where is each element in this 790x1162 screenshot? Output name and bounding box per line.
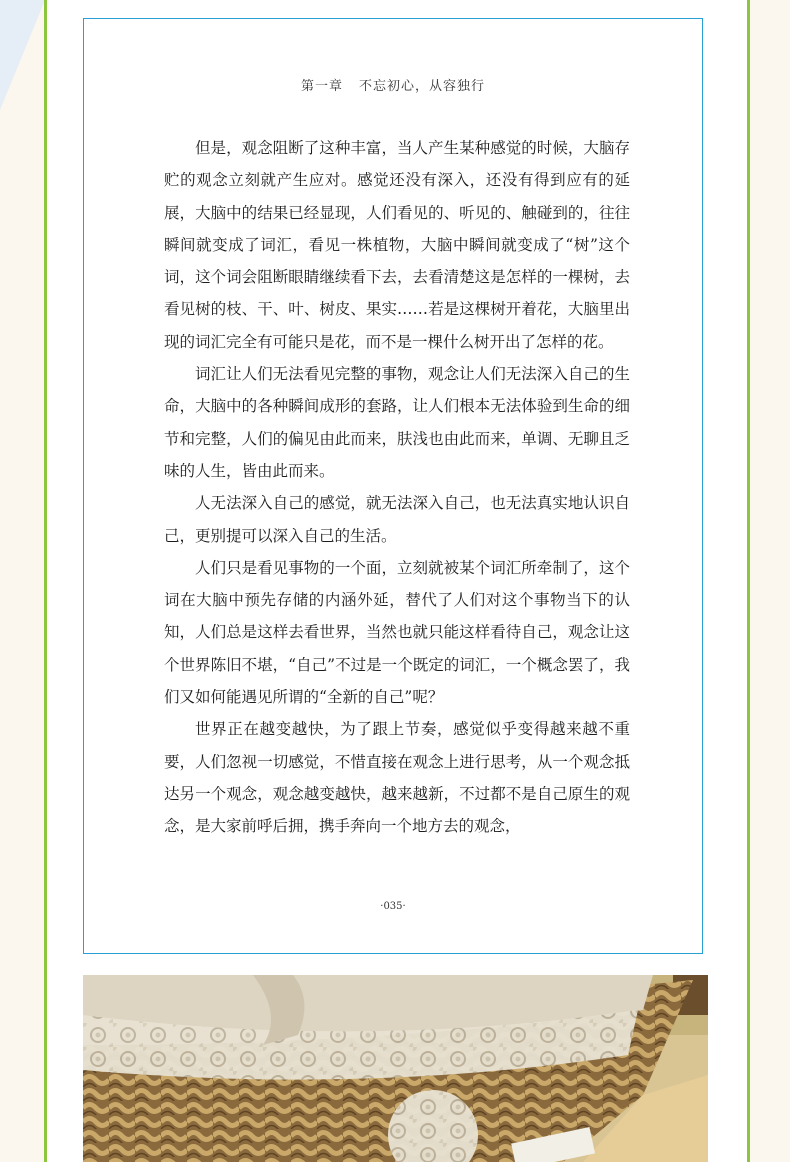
chapter-title: 不忘初心，从容独行 (359, 79, 486, 94)
body-text (164, 132, 630, 843)
paragraph: 词汇让人们无法看见完整的事物，观念让人们无法深入自己的生命，大脑中的各种瞬间成形的套路，让人们根本无法体验到生命的细节和完整，人们的偏见由此而来，肤浅也由此而来，单调、无聊且乏味的人生，皆由此而来。 (164, 365, 630, 480)
book-page (83, 18, 703, 954)
paragraph: 但是，观念阻断了这种丰富，当人产生某种感觉的时候，大脑存贮的观念立刻就产生应对。感觉还没有深入，还没有得到应有的延展，大脑中的结果已经显现，人们看见的、听见的、触碰到的，往往瞬间就变成了词汇，看见一株植物，大脑中瞬间就变成了“树”这个词，这个词会阻断眼睛继续看下去，去看清楚这是怎样的一棵树，去看见树的枝、干、叶、树皮、果实……若是这棵树开着花，大脑里出现的词汇完全有可能只是花，而不是一棵什么树开出了怎样的花。 (164, 139, 630, 351)
background-corner-shape (0, 0, 45, 110)
basket-photo (83, 975, 708, 1162)
chapter-header (84, 75, 702, 94)
chapter-number: 第一章 (300, 79, 343, 94)
page-number: ·035· (380, 901, 406, 912)
basket-photo-illustration (83, 975, 708, 1162)
paragraph: 世界正在越变越快，为了跟上节奏，感觉似乎变得越来越不重要，人们忽视一切感觉，不惜直接在观念上进行思考，从一个观念抵达另一个观念，观念越变越快，越来越新，不过都不是自己原生的观念，是大家前呼后拥，携手奔向一个地方去的观念， (164, 720, 630, 836)
paragraph: 人们只是看见事物的一个面，立刻就被某个词汇所牵制了，这个词在大脑中预先存储的内涵外延，替代了人们对这个事物当下的认知，人们总是这样去看世界，当然也就只能这样看待自己，观念让这个世界陈旧不堪，“自己”不过是一个既定的词汇，一个概念罢了，我们又如何能遇见所谓的“全新的自己”呢？ (164, 558, 630, 707)
paragraph: 人无法深入自己的感觉，就无法深入自己，也无法真实地认识自己，更别提可以深入自己的生活。 (164, 494, 630, 545)
